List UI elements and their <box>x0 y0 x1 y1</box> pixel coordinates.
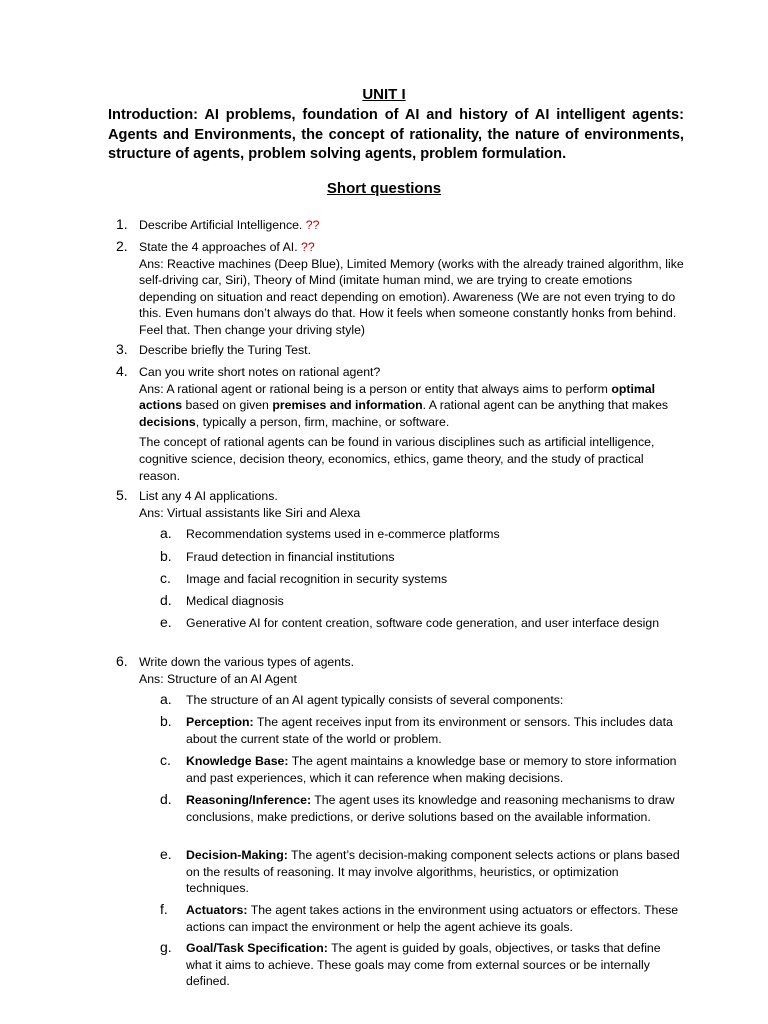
list-item: e. Decision-Making: The agent’s decision-making component selects actions or plans based on the results of reasoning. It may involve algorithms, heuristics, or optimization techniques. <box>160 846 680 896</box>
question-text: Write down the various types of agents. <box>139 655 355 669</box>
list-item: e. Generative AI for content creation, software code generation, and user interface design <box>160 614 660 630</box>
question-number: 4. <box>116 363 128 379</box>
question-number: 5. <box>116 487 128 503</box>
question-text: State the 4 approaches of AI. <box>139 240 298 254</box>
list-item: d. Reasoning/Inference: The agent uses its knowledge and reasoning mechanisms to draw conclusions, make predictions, or derive solutions based on the available information. <box>160 791 675 824</box>
list-item: c. Knowledge Base: The agent maintains a knowledge base or memory to store information and past experiences, which it can reference when making decisions. <box>160 752 677 785</box>
answer-text: Ans: Structure of an AI Agent <box>139 671 297 686</box>
question-5 <box>116 488 686 521</box>
question-text: List any 4 AI applications. <box>139 489 278 503</box>
question-number: 3. <box>116 341 128 357</box>
answer-text: Ans: A rational agent or rational being is a person or entity that always aims to perform optimal actions based on given premises and information. A rational agent can be anything that makes decisions, typically a person, firm, machine, or software. <box>139 381 669 429</box>
list-item: g. Goal/Task Specification: The agent is guided by goals, objectives, or tasks that define what it aims to achieve. These goals may come from external sources or be internally defined. <box>160 939 661 989</box>
unit-title: UNIT I <box>362 86 406 103</box>
question-4 <box>116 364 686 484</box>
list-item: b. Perception: The agent receives input from its environment or sensors. This includes data about the current state of the world or problem. <box>160 713 673 746</box>
answer-paragraph-2: The concept of rational agents can be found in various disciplines such as artificial intelligence, cognitive science, decision theory, economics, ethics, game theory, and the study of practical reason. <box>139 435 655 483</box>
question-number: 1. <box>116 216 128 232</box>
question-1 <box>116 217 686 234</box>
question-text: Describe Artificial Intelligence. <box>139 218 303 232</box>
list-item: a. Recommendation systems used in e-commerce platforms <box>160 525 500 541</box>
question-number: 2. <box>116 238 128 254</box>
list-item: a. The structure of an AI agent typically consists of several components: <box>160 691 564 707</box>
answer-text: Ans: Virtual assistants like Siri and Alexa <box>139 505 361 520</box>
question-6 <box>116 654 686 687</box>
question-3 <box>116 342 686 359</box>
list-item: b. Fraud detection in financial institutions <box>160 548 395 564</box>
intro-heading: Introduction: AI problems, foundation of AI and history of AI intelligent agents: Agents and Environments, the concept of rationality, the nature of environments, structure of agents, problem solving agents, problem formulation. <box>108 107 684 162</box>
question-mark-note: ?? <box>305 218 320 232</box>
short-questions-title: Short questions <box>326 180 442 197</box>
question-2 <box>116 239 686 339</box>
question-text: Describe briefly the Turing Test. <box>139 343 312 357</box>
answer-text: Ans: Reactive machines (Deep Blue), Limited Memory (works with the already trained algorithm, like self-driving car, Siri), Theory of Mind (imitate human mind, we are trying to create emotions depending on situation and react depending on emotion). Awareness (We are not even trying to do this. Even humans don’t always do that. How it feels when someone constantly honks from behind. Feel that. Then change your driving style) <box>139 256 684 337</box>
question-text: Can you write short notes on rational agent? <box>139 365 381 379</box>
list-item: d. Medical diagnosis <box>160 592 284 608</box>
question-mark-note: ?? <box>301 240 315 254</box>
list-item: f. Actuators: The agent takes actions in the environment using actuators or effectors. These actions can impact the environment or help the agent achieve its goals. <box>160 901 679 934</box>
question-number: 6. <box>116 653 128 669</box>
list-item: c. Image and facial recognition in security systems <box>160 570 448 586</box>
